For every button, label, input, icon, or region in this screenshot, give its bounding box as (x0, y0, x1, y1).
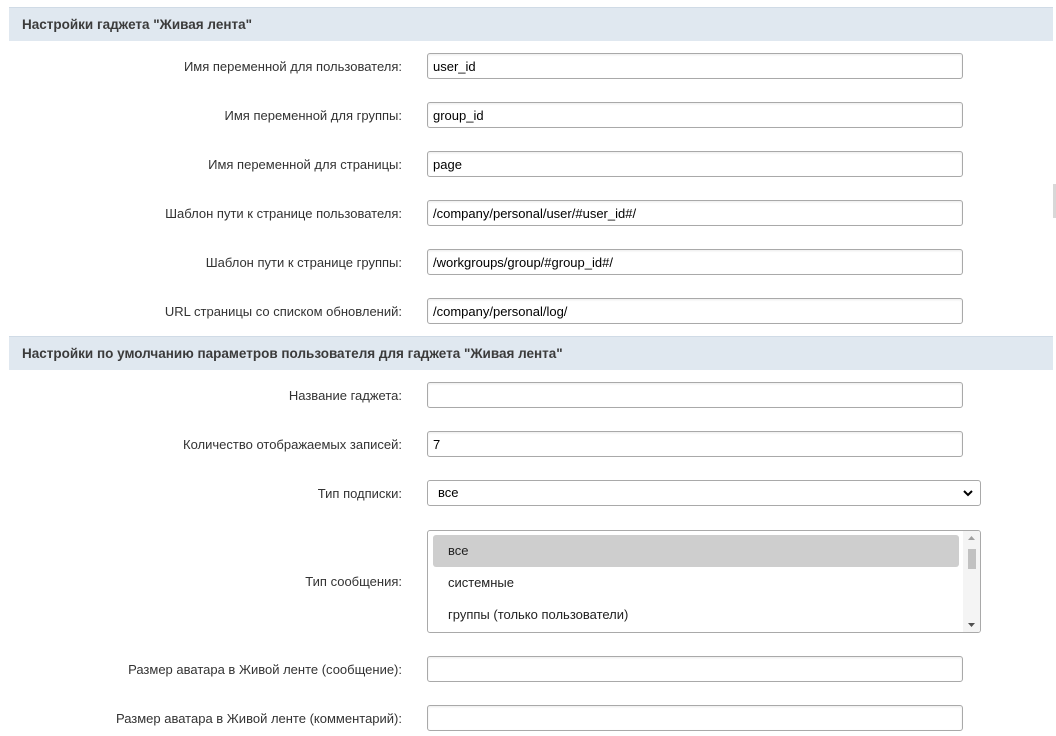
avatar-comment-input[interactable] (427, 705, 963, 731)
group-path-template-input[interactable] (427, 249, 963, 275)
user-variable-input[interactable] (427, 53, 963, 79)
scroll-up-arrow-icon[interactable] (963, 531, 980, 545)
chevron-down-icon (962, 486, 974, 500)
label-group-path-template: Шаблон пути к странице группы: (205, 255, 402, 270)
label-avatar-comment: Размер аватара в Живой ленте (комментарий): (115, 711, 402, 726)
user-path-template-input[interactable] (427, 200, 963, 226)
message-type-option[interactable]: системные (448, 575, 514, 590)
label-page-variable: Имя переменной для страницы: (208, 157, 402, 172)
label-gadget-name: Название гаджета: (288, 388, 402, 403)
page-variable-input[interactable] (427, 151, 963, 177)
label-log-url: URL страницы со списком обновлений: (164, 304, 402, 319)
label-records-count: Количество отображаемых записей: (183, 437, 402, 452)
scroll-down-arrow-icon[interactable] (963, 618, 980, 632)
listbox-scrollbar[interactable] (963, 531, 980, 632)
section-header-defaults: Настройки по умолчанию параметров пользователя для гаджета "Живая лента" (9, 336, 1053, 370)
label-user-path-template: Шаблон пути к странице пользователя: (165, 206, 402, 221)
label-subscription-type: Тип подписки: (317, 486, 402, 501)
scroll-thumb[interactable] (968, 549, 976, 569)
subscription-type-select[interactable] (427, 480, 981, 506)
message-type-option[interactable]: группы (только пользователи) (448, 607, 629, 622)
records-count-input[interactable] (427, 431, 963, 457)
log-url-input[interactable] (427, 298, 963, 324)
group-variable-input[interactable] (427, 102, 963, 128)
label-user-variable: Имя переменной для пользователя: (183, 59, 402, 74)
label-avatar-message: Размер аватара в Живой ленте (сообщение): (128, 662, 402, 677)
label-group-variable: Имя переменной для группы: (224, 108, 402, 123)
avatar-message-input[interactable] (427, 656, 963, 682)
message-type-option[interactable]: все (433, 535, 959, 567)
gadget-name-input[interactable] (427, 382, 963, 408)
label-message-type: Тип сообщения: (305, 574, 402, 589)
message-type-listbox[interactable] (427, 530, 981, 633)
subscription-type-value: все (438, 485, 459, 500)
section-header-gadget: Настройки гаджета "Живая лента" (9, 7, 1053, 41)
